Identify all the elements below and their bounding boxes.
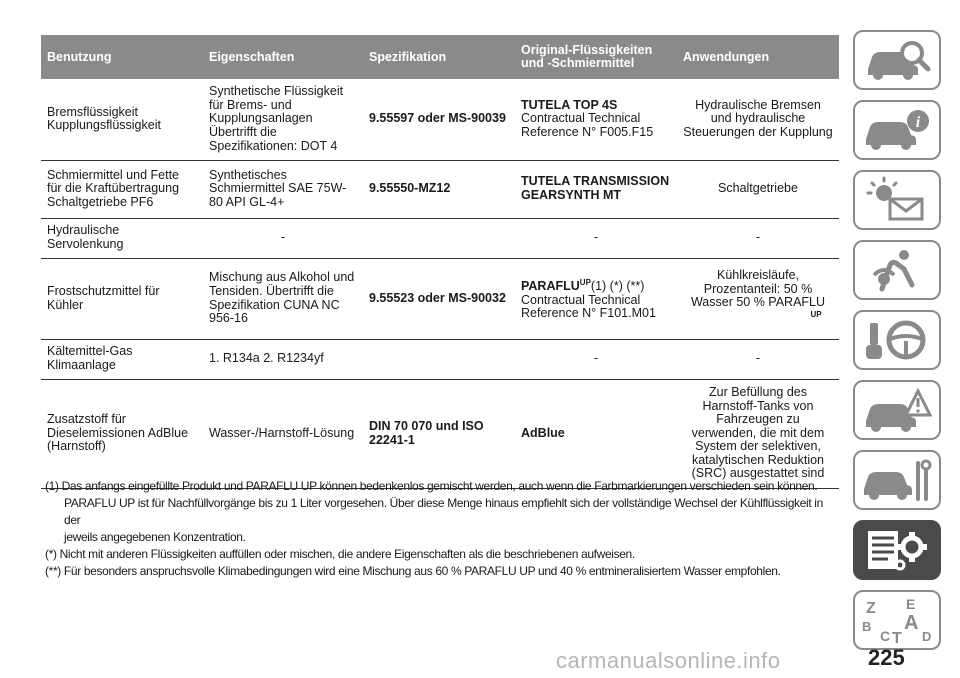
index-letter-d: D bbox=[922, 629, 932, 644]
index-letter-c: C bbox=[880, 628, 891, 644]
car-info-icon bbox=[860, 105, 934, 155]
header-anwendungen: Anwendungen bbox=[677, 35, 839, 79]
cell-eigenschaften: Mischung aus Alkohol und Tensiden. Übertrifft die Spezifikation CUNA NC 956-16 bbox=[203, 258, 363, 339]
cell-benutzung: Zusatzstoff für Dieselemissionen AdBlue (Harnstoff) bbox=[41, 379, 203, 488]
cell-original: AdBlue bbox=[515, 379, 677, 488]
cell-spezifikation: 9.55523 oder MS-90032 bbox=[363, 258, 515, 339]
table-row bbox=[41, 79, 839, 160]
chapter-sidebar bbox=[853, 30, 949, 660]
cell-benutzung: Bremsflüssigkeit Kupplungsflüssigkeit bbox=[41, 79, 203, 160]
footnote-1-end: jeweils angegebenen Konzentration. bbox=[64, 530, 246, 544]
cell-original: - bbox=[515, 339, 677, 379]
cell-spezifikation: 9.55597 oder MS-90039 bbox=[363, 79, 515, 160]
cell-anwendungen: Schaltgetriebe bbox=[677, 160, 839, 218]
car-service-tools-icon bbox=[860, 455, 934, 505]
tab-index[interactable] bbox=[853, 590, 941, 650]
product-reference: Contractual Technical Reference N° F005.F15 bbox=[521, 111, 654, 140]
cell-original: TUTELA TRANSMISSION GEARSYNTH MT bbox=[515, 160, 677, 218]
cell-anwendungen bbox=[677, 258, 839, 339]
page-number: 225 bbox=[868, 645, 905, 670]
cell-anwendungen: Zur Befüllung des Harnstoff-Tanks von Fahrzeugen zu verwenden, die mit dem System der selektiven, katalytischen Reduktion (SRC) ausgestattet sind bbox=[677, 379, 839, 488]
product-superscript: UP bbox=[579, 278, 591, 288]
table-row bbox=[41, 258, 839, 339]
warning-light-mail-icon bbox=[860, 175, 934, 225]
cell-eigenschaften: Synthetische Flüssigkeit für Brems- und Kupplungsanlagen Übertrifft die Spezifikationen: DOT 4 bbox=[203, 79, 363, 160]
cell-benutzung: Frostschutzmittel für Kühler bbox=[41, 258, 203, 339]
footnote-1: (1) Das anfangs eingefüllte Produkt und PARAFLU UP können bedenkenlos gemischt werden, auch wenn die Farbmarkierungen verschieden sein können. bbox=[45, 479, 818, 493]
table-row bbox=[41, 218, 839, 258]
car-breakdown-icon bbox=[860, 385, 934, 435]
tab-car-info[interactable] bbox=[853, 100, 941, 160]
cell-anwendungen: Hydraulische Bremsen und hydraulische Steuerungen der Kupplung bbox=[677, 79, 839, 160]
tab-starting-driving[interactable] bbox=[853, 310, 941, 370]
index-letter-t: T bbox=[892, 630, 902, 645]
cell-spezifikation bbox=[363, 218, 515, 258]
index-letter-b: B bbox=[862, 619, 872, 634]
index-letter-z: Z bbox=[866, 600, 876, 617]
application-subscript: UP bbox=[810, 310, 822, 320]
header-eigenschaften: Eigenschaften bbox=[203, 35, 363, 79]
svg-text:i: i bbox=[915, 114, 921, 131]
footnote-star: (*) Nicht mit anderen Flüssigkeiten auffüllen oder mischen, die andere Eigenschaften als die beschriebenen aufweisen. bbox=[45, 547, 635, 561]
alphabet-index-icon bbox=[860, 595, 934, 645]
specifications-gear-icon bbox=[860, 525, 934, 575]
cell-benutzung: Kältemittel-Gas Klimaanlage bbox=[41, 339, 203, 379]
cell-eigenschaften: Synthetisches Schmiermittel SAE 75W-80 API GL-4+ bbox=[203, 160, 363, 218]
cell-benutzung: Schmiermittel und Fette für die Kraftübertragung Schaltgetriebe PF6 bbox=[41, 160, 203, 218]
index-letter-a: A bbox=[904, 612, 919, 634]
index-letter-e: E bbox=[906, 596, 916, 612]
footnote-double-star: (**) Für besonders anspruchsvolle Klimabedingungen wird eine Mischung aus 60 % PARAFLU UP und 40 % entmineralisiertem Wasser empfohlen. bbox=[45, 564, 781, 578]
fluids-table bbox=[41, 35, 839, 489]
cell-eigenschaften: Wasser-/Harnstoff-Lösung bbox=[203, 379, 363, 488]
cell-spezifikation: 9.55550-MZ12 bbox=[363, 160, 515, 218]
cell-eigenschaften: - bbox=[203, 218, 363, 258]
cell-anwendungen: - bbox=[677, 339, 839, 379]
cell-benutzung: Hydraulische Servolenkung bbox=[41, 218, 203, 258]
cell-original: - bbox=[515, 218, 677, 258]
table-row bbox=[41, 160, 839, 218]
tab-safety[interactable] bbox=[853, 240, 941, 300]
footnotes bbox=[45, 478, 835, 580]
footnote-marks: (1) (*) (**) bbox=[590, 279, 645, 294]
key-steering-wheel-icon bbox=[860, 315, 934, 365]
table-header-row bbox=[41, 35, 839, 79]
footnote-1-continued: PARAFLU UP ist für Nachfüllvorgänge bis zu 1 Liter vorgesehen. Über diese Menge hinaus empfiehlt sich der vollständige Wechsel der Kühlflüssigkeit in der bbox=[64, 496, 823, 527]
tab-warning-lights[interactable] bbox=[853, 170, 941, 230]
cell-spezifikation: DIN 70 070 und ISO 22241-1 bbox=[363, 379, 515, 488]
header-benutzung: Benutzung bbox=[41, 35, 203, 79]
cell-original bbox=[515, 258, 677, 339]
cell-original bbox=[515, 79, 677, 160]
tab-maintenance[interactable] bbox=[853, 450, 941, 510]
product-name: TUTELA TOP 4S bbox=[521, 97, 618, 112]
airbag-seat-icon bbox=[860, 245, 934, 295]
tab-car-search[interactable] bbox=[853, 30, 941, 90]
cell-spezifikation bbox=[363, 339, 515, 379]
tab-emergency[interactable] bbox=[853, 380, 941, 440]
header-spezifikation: Spezifikation bbox=[363, 35, 515, 79]
watermark: carmanualsonline.info bbox=[556, 648, 781, 673]
car-search-icon bbox=[860, 35, 934, 85]
product-name: PARAFLU bbox=[521, 279, 580, 294]
product-reference: Contractual Technical Reference N° F101.M01 bbox=[521, 292, 656, 321]
application-text: Kühlkreisläufe, Prozentanteil: 50 % Wasser 50 % PARAFLU bbox=[690, 268, 826, 310]
header-original: Original-Flüssigkeiten und -Schmiermittel bbox=[515, 35, 677, 79]
cell-eigenschaften: 1. R134a 2. R1234yf bbox=[203, 339, 363, 379]
table-row bbox=[41, 339, 839, 379]
table-row bbox=[41, 379, 839, 488]
fluids-table-area bbox=[41, 35, 839, 489]
tab-specifications[interactable] bbox=[853, 520, 941, 580]
cell-anwendungen: - bbox=[677, 218, 839, 258]
